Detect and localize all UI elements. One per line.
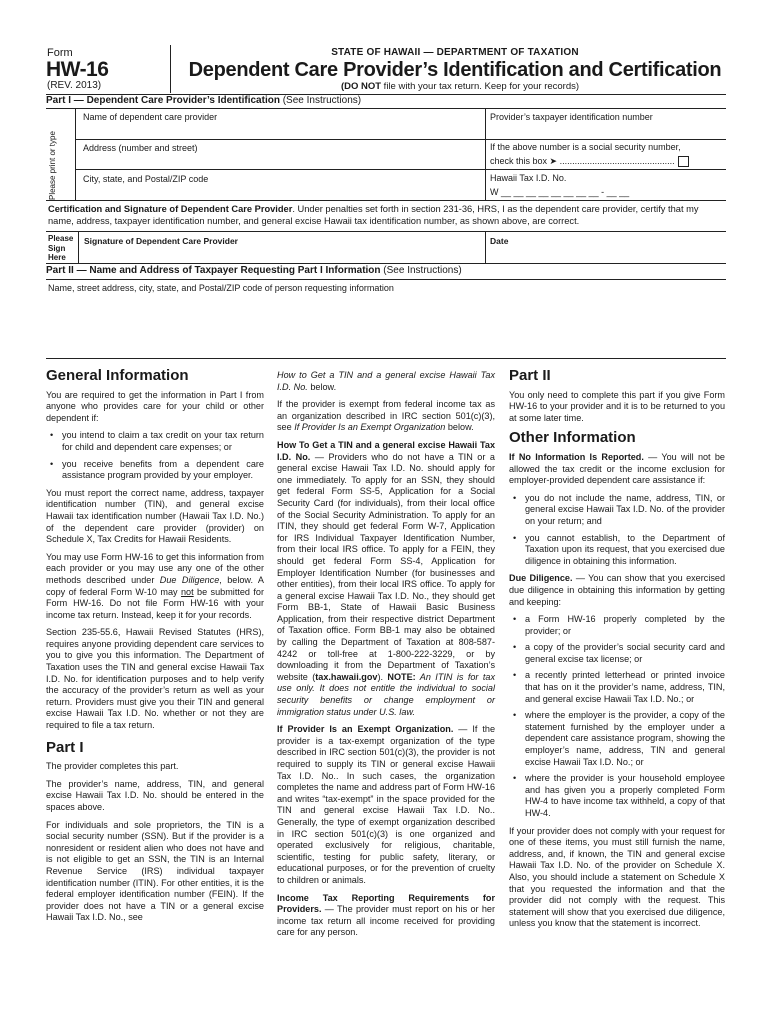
paragraph: The provider completes this part. bbox=[46, 761, 179, 772]
paragraph: How To Get a TIN and a general excise Hawaii Tax I.D. No. — Providers who do not have a TIN or a general excise Hawaii Tax I.D. No. should apply for one immediately. To apply for an SSN, they should get federal Form SS-5, Application for a Social Security Card (for individuals), from their local office of the Social Security Administration. To apply for an ITIN, they should get federal Form W-7, Application for IRS Individual Taxpayer Identification Number, from their local IRS office. To apply for a FEIN, they should get federal Form SS-4, Application for Employer Identification Number (for businesses and other entities), from their local IRS office. To apply for a general excise Hawaii Tax I.D. No., they should get Form BB-1, State of Hawaii Basic Business Application, from their respective district Department of Taxation office. Form BB-1 may also be obtained by calling the Department of Taxation at 808-587-4242 or toll-free at 1-800-222-3229, or by downloading it from the Department of Taxation’s website (tax.hawaii.gov). NOTE: An ITIN is for tax use only. It does not entitle the individual to social security benefits or change employment or immigration status under U.S. law. bbox=[277, 439, 495, 717]
ge-tax-id-label: Hawaii Tax I.D. No. bbox=[490, 173, 567, 183]
rule bbox=[485, 108, 486, 200]
rule bbox=[46, 279, 726, 280]
certification-statement: Certification and Signature of Dependent Care Provider. Under penalties set forth in section 231-36, HRS, I as the dependent care provider, certify that my name, address, taxpayer identification number, and general excise Hawaii tax identification number, as shown above, are correct. bbox=[48, 204, 699, 226]
paragraph: Due Diligence. — You can show that you exercised due diligence in obtaining this information by getting and keeping: bbox=[509, 573, 725, 607]
ssn-checkbox[interactable] bbox=[678, 156, 689, 167]
provider-name-field[interactable]: Name of dependent care provider bbox=[83, 112, 218, 122]
rule bbox=[75, 139, 726, 140]
part2-instructions-heading: Part II bbox=[509, 367, 551, 384]
paragraph: How to Get a TIN and a general excise Hawaii Tax I.D. No. below. bbox=[277, 370, 495, 392]
signature-field[interactable]: Signature of Dependent Care Provider bbox=[84, 236, 238, 246]
header-divider bbox=[170, 45, 171, 93]
filing-note: (DO NOT file with your tax return. Keep for your records) bbox=[340, 81, 580, 92]
rule bbox=[46, 231, 726, 232]
form-label: Form bbox=[47, 47, 73, 59]
paragraph: Income Tax Reporting Requirements for Providers. — The provider must report on his or her income tax return all income received for providing care for any person. bbox=[277, 892, 495, 938]
rule bbox=[78, 231, 79, 263]
bullet-list bbox=[46, 430, 264, 481]
rule bbox=[46, 263, 726, 264]
date-field[interactable]: Date bbox=[490, 236, 509, 246]
bullet-list bbox=[509, 493, 725, 568]
rule bbox=[75, 108, 76, 200]
instructions-column-1 bbox=[46, 367, 265, 930]
list-item: • where the employer is the provider, a copy of the statement furnished by the employer under a dependent care assistance program, showing the employer’s name, address, TIN and general excise Hawaii Tax I.D. No.; or bbox=[519, 710, 725, 768]
paragraph: If the provider is exempt from federal income tax as an organization described in IRC section 501(c)(3), see If Provider Is an Exempt Organization below. bbox=[277, 399, 495, 433]
rule bbox=[46, 200, 726, 201]
rule bbox=[485, 231, 486, 263]
other-information-heading: Other Information bbox=[509, 429, 636, 447]
provider-address-field[interactable]: Address (number and street) bbox=[83, 143, 198, 153]
provider-city-field[interactable]: City, state, and Postal/ZIP code bbox=[83, 174, 209, 184]
requester-info-field[interactable]: Name, street address, city, state, and Postal/ZIP code of person requesting information bbox=[48, 283, 394, 293]
paragraph: If No Information Is Reported. — You will not be allowed the tax credit or the income exclusion for employer-provided dependent care assistance if: bbox=[509, 451, 725, 486]
print-or-type-label: Please print or type bbox=[48, 131, 57, 200]
paragraph: You may use Form HW-16 to get this information from each provider or you may use any one of the other methods described under Due Diligence, below. A copy of federal Form W-10 may not be submitted for Form HW-16. Do not file Form HW-16 with your income tax return. Instead, keep it for your records. bbox=[46, 551, 265, 620]
paragraph: For individuals and sole proprietors, the TIN is a social security number (SSN). But if the provider is a nonresident or resident alien who does not have and is not eligible to get an SSN, the TIN is an Internal Revenue Service (IRS) individual taxpayer identification number (ITIN). For other entities, it is the federal employer identification number (FEIN). If the provider does not have a TIN or a general excise Hawaii Tax I.D. No., see bbox=[46, 819, 264, 923]
rule bbox=[46, 108, 726, 109]
paragraph: You only need to complete this part if you give Form HW-16 to your provider and it is to be returned to you at some later time. bbox=[509, 389, 725, 423]
bullet-list bbox=[509, 614, 725, 820]
rule bbox=[75, 169, 726, 170]
list-item: • a recently printed letterhead or printed invoice that has on it the provider’s name, address, TIN, and general excise Hawaii Tax I.D. No.; or bbox=[519, 670, 725, 705]
paragraph: The provider’s name, address, TIN, and general excise Hawaii Tax I.D. No. should be entered in the spaces above. bbox=[46, 778, 264, 812]
part1-heading: Part I — Dependent Care Provider’s Identification (See Instructions) bbox=[46, 95, 362, 106]
list-item: • you intend to claim a tax credit on your tax return for child and dependent care expenses; or bbox=[56, 430, 264, 453]
part2-heading: Part II — Name and Address of Taxpayer Requesting Part I Information (See Instructions) bbox=[46, 265, 462, 276]
ssn-note: If the above number is a social security number, bbox=[490, 142, 681, 152]
list-item: • where the provider is your household employee and has given you a properly completed Form HW-4 to have income tax withheld, a copy of that HW-4. bbox=[519, 773, 725, 819]
department-name: STATE OF HAWAII — DEPARTMENT OF TAXATION bbox=[331, 47, 579, 58]
paragraph: You must report the correct name, address, taxpayer identification number (TIN), and general excise Hawaii tax identification number (Hawaii Tax I.D. No.) of the dependent care provider (provider) on Schedule X, Tax Credits for Hawaii Residents. bbox=[46, 487, 264, 545]
list-item: • you receive benefits from a dependent care assistance program provided by your employer. bbox=[56, 459, 264, 482]
instructions-column-2 bbox=[277, 370, 495, 945]
ge-tax-id-field[interactable]: W __ __ __ __ __ __ __ __ - __ __ bbox=[490, 187, 630, 197]
paragraph: If your provider does not comply with your request for one of these items, you must still furnish the name, address, and, if known, the TIN and general excise Hawaii Tax I.D. No. of the provider on Schedule X. Also, you should include a statement on Schedule X that you requested the information and that the provider did not comply with the request. This statement will show that you exercised due diligence, unless you know that the statement is incorrect. bbox=[509, 825, 725, 929]
paragraph: You are required to get the information in Part I from anyone who provides care for your child or other dependent if: bbox=[46, 389, 264, 423]
list-item: • a Form HW-16 properly completed by the provider; or bbox=[519, 614, 725, 637]
list-item: • you do not include the name, address, TIN, or general excise Hawaii Tax I.D. No. of the provider on your return; and bbox=[519, 493, 725, 528]
ssn-checkbox-label: check this box ➤ .............................................. bbox=[490, 156, 689, 167]
form-revision: (REV. 2013) bbox=[47, 80, 102, 91]
paragraph: Section 235-55.6, Hawaii Revised Statutes (HRS), requires anyone providing dependent care services to you to give you this information. The Department of Taxation uses the TIN and general excise Hawaii Tax I.D. No. for identification purposes and to help verify the accuracy of the provider’s return as well as your return. Providers must give you their TIN and general excise Hawaii Tax I.D. No. whether or not they are required to file a tax return. bbox=[46, 627, 264, 731]
form-title: Dependent Care Provider’s Identification and Certification bbox=[188, 59, 722, 81]
please-sign-here: Please Sign Here bbox=[48, 234, 74, 262]
rule bbox=[46, 358, 726, 359]
form-number: HW-16 bbox=[46, 58, 109, 81]
instructions-column-3 bbox=[509, 367, 725, 936]
list-item: • you cannot establish, to the Department of Taxation upon its request, that you exercised due diligence in obtaining this information. bbox=[519, 533, 725, 568]
provider-tin-field[interactable]: Provider’s taxpayer identification number bbox=[490, 112, 653, 122]
paragraph: If Provider Is an Exempt Organization. — If the provider is a tax-exempt organization of the type described in IRC section 501(c)(3), the provider is not required to supply its TIN or general excise Hawaii Tax I.D. No.. In such cases, the organization completes the name and address part of Form HW-16 and writes “tax-exempt” in the space provided for the TIN and general excise Hawaii Tax I.D. No.. Generally, the type of exempt organization described in IRC section 501(c)(3) is one organized and operated exclusively for religious, charitable, scientific, testing for public safety, literary, or educational purposes, or for the prevention of cruelty to children or animals. bbox=[277, 724, 495, 885]
list-item: • a copy of the provider’s social security card and general excise tax license; or bbox=[519, 642, 725, 665]
general-information-heading: General Information bbox=[46, 367, 189, 384]
part1-instructions-heading: Part I bbox=[46, 738, 84, 756]
